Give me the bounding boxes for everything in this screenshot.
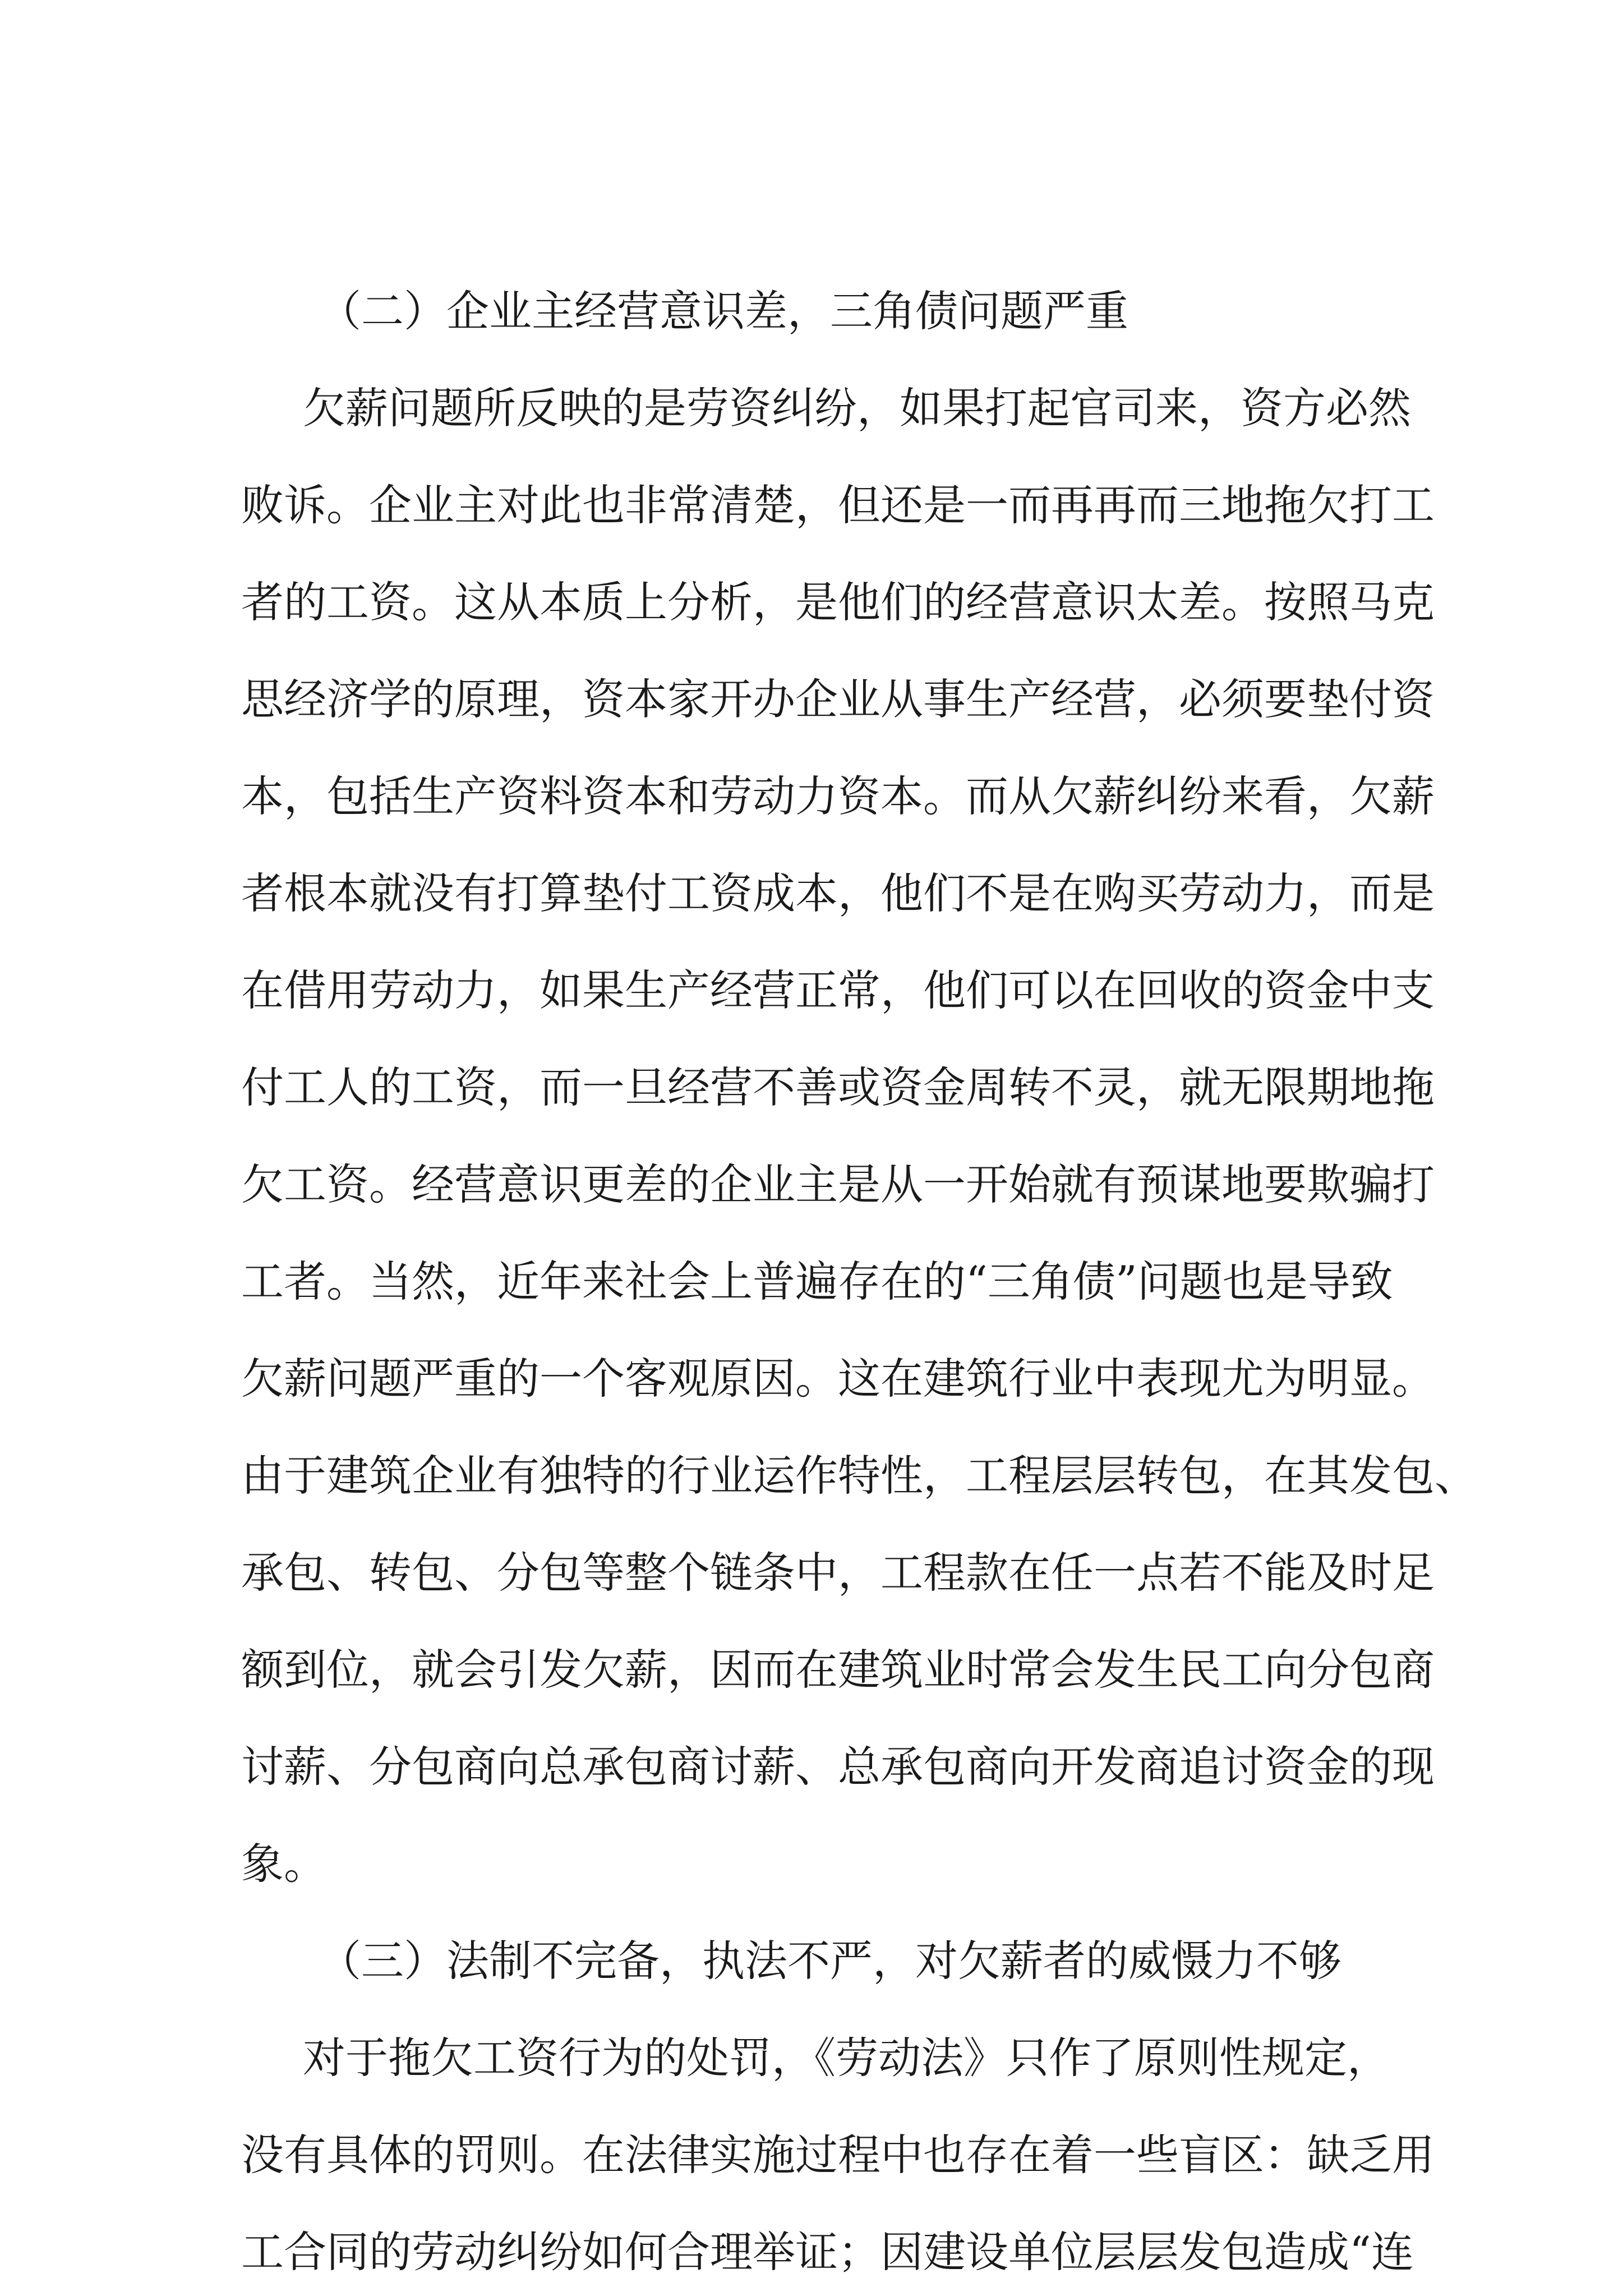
paragraph-line: 讨薪、分包商向总承包商讨薪、总承包商向开发商追讨资金的现: [241, 1742, 1435, 1792]
section-heading-2: （二）企业主经营意识差，三角债问题严重: [319, 286, 1128, 336]
paragraph-line: 在借用劳动力，如果生产经营正常，他们可以在回收的资金中支: [241, 965, 1435, 1015]
paragraph-line: 承包、转包、分包等整个链条中，工程款在任一点若不能及时足: [241, 1548, 1435, 1598]
paragraph-line: 思经济学的原理，资本家开办企业从事生产经营，必须要垫付资: [241, 674, 1435, 724]
paragraph-line: 付工人的工资，而一旦经营不善或资金周转不灵，就无限期地拖: [241, 1062, 1435, 1112]
paragraph-line: 工合同的劳动纠纷如何合理举证；因建设单位层层发包造成“连: [241, 2227, 1414, 2277]
paragraph-line: 败诉。企业主对此也非常清楚，但还是一而再再而三地拖欠打工: [241, 480, 1435, 530]
section-heading-3: （三）法制不完备，执法不严，对欠薪者的威慑力不够: [319, 1936, 1341, 1986]
paragraph-line: 象。: [241, 1839, 326, 1889]
paragraph-line: 者的工资。这从本质上分析，是他们的经营意识太差。按照马克: [241, 577, 1435, 627]
paragraph-line: 欠薪问题所反映的是劳资纠纷，如果打起官司来，资方必然: [303, 383, 1411, 433]
paragraph-line: 欠工资。经营意识更差的企业主是从一开始就有预谋地要欺骗打: [241, 1159, 1435, 1209]
paragraph-line: 工者。当然，近年来社会上普遍存在的“三角债”问题也是导致: [241, 1257, 1393, 1306]
paragraph-line: 者根本就没有打算垫付工资成本，他们不是在购买劳动力，而是: [241, 868, 1435, 918]
paragraph-line: 欠薪问题严重的一个客观原因。这在建筑行业中表现尤为明显。: [241, 1354, 1435, 1404]
paragraph-line: 由于建筑企业有独特的行业运作特性，工程层层转包，在其发包、: [241, 1451, 1477, 1501]
paragraph-line: 额到位，就会引发欠薪，因而在建筑业时常会发生民工向分包商: [241, 1645, 1435, 1695]
paragraph-line: 没有具体的罚则。在法律实施过程中也存在着一些盲区：缺乏用: [241, 2130, 1435, 2180]
paragraph-line: 本，包括生产资料资本和劳动力资本。而从欠薪纠纷来看，欠薪: [241, 771, 1435, 821]
paragraph-line: 对于拖欠工资行为的处罚，《劳动法》只作了原则性规定，: [303, 2033, 1390, 2083]
